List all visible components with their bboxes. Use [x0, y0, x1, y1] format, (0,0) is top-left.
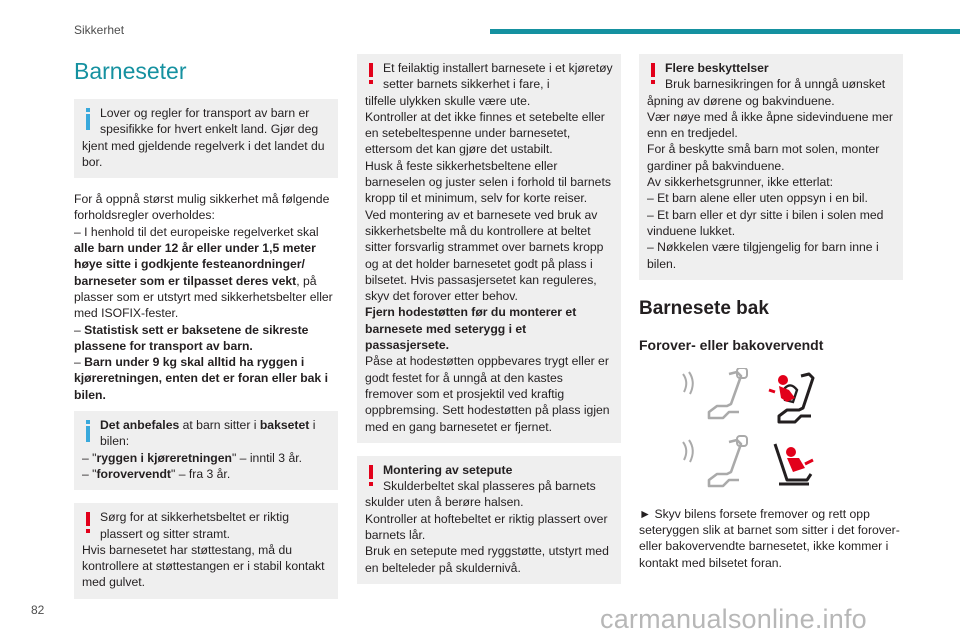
warning-paragraph-5: Fjern hodestøtten før du monterer et barnesete med seterygg i et passasjersete.	[365, 305, 577, 353]
warning-first-line: Montering av setepute Skulderbeltet skal plasseres på barnets	[383, 462, 596, 494]
rear-facing-seat-icon	[679, 434, 839, 498]
warning-list-item-1: – Et barn alene eller uten oppsyn i en bil.	[647, 191, 868, 206]
page-number: 82	[31, 603, 45, 617]
warning-icon	[86, 512, 90, 534]
intro-text: For å oppnå størst mulig sikkerhet må følgende forholdsregler overholdes:	[74, 192, 330, 223]
warning-icon	[369, 465, 373, 487]
rule-1: – I henhold til det europeiske regelverket skal alle barn under 12 år eller under 1,5 meter høye sitte i godkjente festeanordninger/ barneseter som er tilpasset deres vekt, på plasser som er utstyrt med sikkerhetsbelter eller med ISOFIX-fester.	[74, 224, 333, 321]
warning-first-line: Et feilaktig installert barnesete i et kjøretøy setter barnets sikkerhet i fare, i	[383, 61, 613, 92]
info-box-regulations	[74, 99, 338, 178]
warning-box-booster	[357, 456, 621, 584]
forward-facing-seat-icon	[679, 368, 839, 430]
column-3	[639, 54, 903, 571]
warning-box-protection	[639, 54, 903, 280]
warning-paragraph-4: Ved montering av et barnesete ved bruk av sikkerhetsbelte må du kontrollere at beltet sitter forsvarlig strammet over barnets kropp og at det holder barnesetet godt på plass i bilsetet. Hvis passasjersetet kan reguleres, skyv det forover etter behov.	[365, 207, 604, 304]
subsection-heading: Forover- eller bakovervendt	[639, 336, 824, 353]
warning-paragraph-3: Husk å feste sikkerhetsbeltene eller barneselen og juster selen i forhold til barnets kropp til et minimum, selv for korte reiser.	[365, 158, 611, 206]
warning-paragraph-1: åpning av dørene og bakvinduene.	[647, 93, 835, 108]
warning-icon	[651, 63, 655, 85]
rule-3: – Barn under 9 kg skal alltid ha ryggen i kjøreretningen, enten det er foran eller bak i bilen.	[74, 355, 328, 402]
warning-box-installation	[357, 54, 621, 443]
info-box-first-line: Lover og regler for transport av barn er spesifikke for hvert enkelt land. Gjør deg	[100, 106, 319, 137]
warning-list-item-3: – Nøkkelen være tilgjengelig for barn inne i bilen.	[647, 240, 879, 271]
warning-text: Hvis barnesetet har støttestang, må du kontrollere at støttestangen er i stabil kontakt med gulvet.	[82, 542, 325, 590]
warning-list-item-2: – Et barn eller et dyr sitte i bilen i solen med vinduene lukket.	[647, 207, 884, 238]
recommendation-item-1: – "ryggen i kjøreretningen" – inntil 3 år.	[82, 450, 302, 465]
section-heading: Barnesete bak	[639, 297, 769, 319]
watermark: carmanualsonline.info	[600, 604, 867, 634]
warning-box-seatbelt	[74, 503, 338, 598]
warning-icon	[369, 63, 373, 85]
warning-paragraph-2: Vær nøye med å ikke åpne sidevinduene mer enn en tredjedel.	[647, 109, 893, 141]
recommendation-text: Det anbefales at barn sitter i baksetet i bilen:	[100, 418, 316, 449]
page-title: Barneseter	[74, 58, 187, 84]
recommendation-item-2: – "forovervendt" – fra 3 år.	[82, 466, 231, 481]
rule-2: – Statistisk sett er baksetene de sikreste plassene for transport av barn.	[74, 322, 309, 353]
section-label: Sikkerhet	[74, 23, 125, 37]
warning-paragraph-2: Kontroller at det ikke finnes et setebelte eller en setebeltespenne under barnesetet, ettersom det kan gjøre det ustabilt.	[365, 109, 605, 157]
warning-first-line: Flere beskyttelser Bruk barnesikringen for å unngå uønsket	[665, 61, 886, 92]
column-1	[74, 54, 338, 599]
info-box-recommendation	[74, 411, 338, 490]
child-seat-illustration	[679, 368, 839, 500]
warning-paragraph-4: Av sikkerhetsgrunner, ikke etterlat:	[647, 175, 834, 190]
warning-paragraph-6: Påse at hodestøtten oppbevares trygt eller er godt festet for å unngå at den kastes fremover som et prosjektil ved kraftig oppbremsing. Sett hodestøtten på plass igjen med en gang barnesetet er fjernet.	[365, 354, 610, 434]
warning-paragraph-3: For å beskytte små barn mot solen, monter gardiner på bakvinduene.	[647, 142, 880, 173]
info-icon	[86, 420, 90, 442]
warning-paragraph-1: tilfelle ulykken skulle være ute.	[365, 93, 531, 108]
info-icon	[86, 108, 90, 130]
header-accent-bar	[490, 29, 960, 34]
warning-paragraph-2: Kontroller at hoftebeltet er riktig plassert over barnets lår.	[365, 511, 608, 543]
warning-paragraph-1: skulder uten å berøre halsen.	[365, 495, 524, 510]
column-2	[357, 54, 621, 584]
instruction-step: ► Skyv bilens forsete fremover og rett opp seteryggen slik at barnet som sitter i det forover- eller bakovervendte barnesetet, ikke kommer i kontakt med bilsetet foran.	[639, 506, 900, 570]
warning-first-line: Sørg for at sikkerhetsbeltet er riktig plassert og sitter stramt.	[100, 510, 289, 541]
warning-paragraph-3: Bruk en setepute med ryggstøtte, utstyrt med en belteleder på skuldernivå.	[365, 544, 609, 575]
info-box-text: kjent med gjeldende regelverk i det landet du bor.	[82, 138, 325, 169]
